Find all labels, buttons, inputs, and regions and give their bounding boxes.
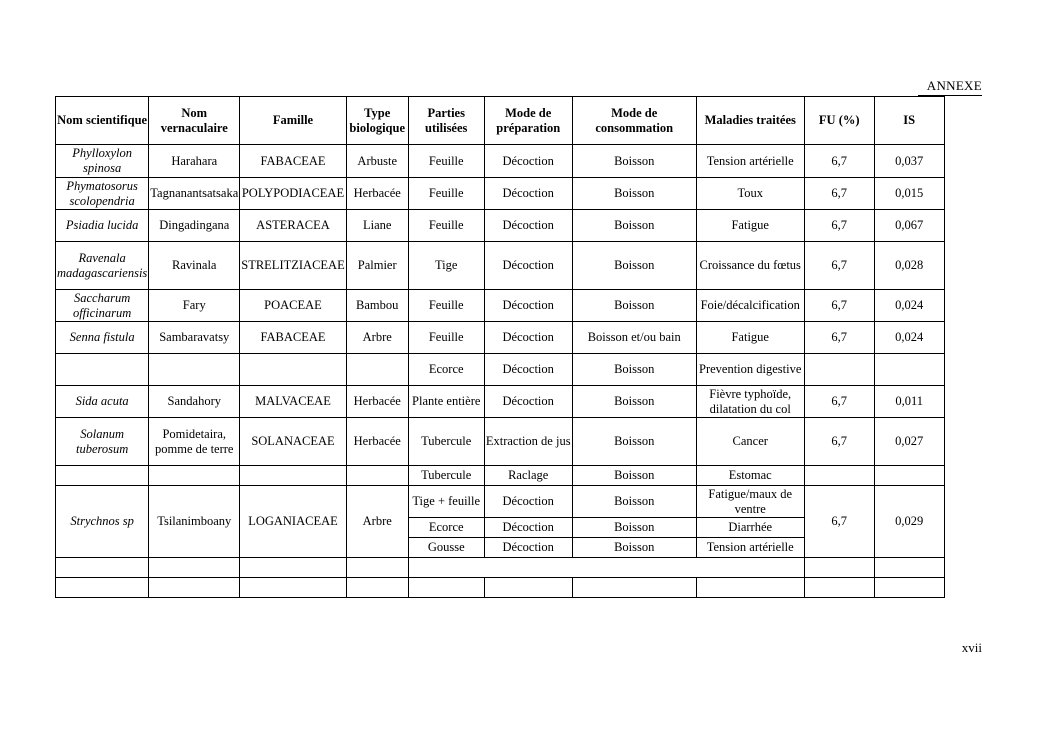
part-used-cell: Tige — [408, 242, 484, 290]
disease-cell: Fièvre typhoïde, dilatation du col — [696, 386, 804, 418]
scientific-name-cell: Phylloxylon spinosa — [56, 145, 149, 178]
disease-cell: Tension artérielle — [696, 538, 804, 558]
biological-type-cell: Liane — [346, 210, 408, 242]
disease-cell: Diarrhée — [696, 518, 804, 538]
is-value-cell: 0,024 — [874, 290, 944, 322]
is-value-cell: 0,067 — [874, 210, 944, 242]
consumption-cell: Boisson — [572, 354, 696, 386]
empty-table-row — [56, 558, 945, 578]
biological-type-cell: Arbre — [346, 322, 408, 354]
empty-cell — [804, 558, 874, 578]
disease-cell: Fatigue — [696, 322, 804, 354]
part-used-cell: Ecorce — [408, 354, 484, 386]
family-cell: MALVACEAE — [240, 386, 346, 418]
header-type-biologique: Type biologique — [346, 97, 408, 145]
consumption-cell: Boisson — [572, 466, 696, 486]
table-row — [56, 290, 945, 322]
preparation-cell: Décoction — [484, 290, 572, 322]
scientific-name-cell: Psiadia lucida — [56, 210, 149, 242]
part-used-cell: Feuille — [408, 322, 484, 354]
preparation-cell: Décoction — [484, 518, 572, 538]
fu-value-cell: 6,7 — [804, 242, 874, 290]
disease-cell: Estomac — [696, 466, 804, 486]
preparation-cell: Décoction — [484, 210, 572, 242]
vernacular-name-cell: Tsilanimboany — [149, 486, 240, 558]
table-row — [56, 386, 945, 418]
scientific-name-cell: Ravenala madagascariensis — [56, 242, 149, 290]
empty-cell — [696, 578, 804, 598]
preparation-cell: Décoction — [484, 242, 572, 290]
preparation-cell: Décoction — [484, 354, 572, 386]
ethnobotany-table — [55, 96, 945, 598]
consumption-cell: Boisson — [572, 418, 696, 466]
table-row — [56, 178, 945, 210]
vernacular-name-cell — [149, 354, 240, 386]
disease-cell: Croissance du fœtus — [696, 242, 804, 290]
header-nom-scientifique: Nom scientifique — [56, 97, 149, 145]
part-used-cell: Ecorce — [408, 518, 484, 538]
biological-type-cell — [346, 466, 408, 486]
table-row — [56, 486, 945, 518]
vernacular-name-cell — [149, 466, 240, 486]
consumption-cell: Boisson et/ou bain — [572, 322, 696, 354]
part-used-cell: Tubercule — [408, 466, 484, 486]
empty-cell — [484, 578, 572, 598]
family-cell: SOLANACEAE — [240, 418, 346, 466]
scientific-name-cell: Solanum tuberosum — [56, 418, 149, 466]
fu-value-cell: 6,7 — [804, 486, 874, 558]
empty-cell — [804, 578, 874, 598]
consumption-cell: Boisson — [572, 145, 696, 178]
disease-cell: Tension artérielle — [696, 145, 804, 178]
empty-cell — [240, 558, 346, 578]
header-nom-vernaculaire: Nom vernaculaire — [149, 97, 240, 145]
disease-cell: Cancer — [696, 418, 804, 466]
scientific-name-cell: Strychnos sp — [56, 486, 149, 558]
empty-cell — [346, 578, 408, 598]
preparation-cell: Extraction de jus — [484, 418, 572, 466]
is-value-cell: 0,029 — [874, 486, 944, 558]
consumption-cell: Boisson — [572, 518, 696, 538]
empty-cell — [56, 578, 149, 598]
fu-value-cell: 6,7 — [804, 178, 874, 210]
empty-cell — [408, 558, 804, 578]
consumption-cell: Boisson — [572, 242, 696, 290]
is-value-cell: 0,024 — [874, 322, 944, 354]
empty-table-row — [56, 578, 945, 598]
is-value-cell: 0,015 — [874, 178, 944, 210]
preparation-cell: Décoction — [484, 386, 572, 418]
header-mode-consommation: Mode de consommation — [572, 97, 696, 145]
part-used-cell: Plante entière — [408, 386, 484, 418]
family-cell: FABACEAE — [240, 145, 346, 178]
preparation-cell: Décoction — [484, 145, 572, 178]
part-used-cell: Tubercule — [408, 418, 484, 466]
empty-cell — [346, 558, 408, 578]
scientific-name-cell: Saccharum officinarum — [56, 290, 149, 322]
header-fu: FU (%) — [804, 97, 874, 145]
consumption-cell: Boisson — [572, 290, 696, 322]
family-cell — [240, 354, 346, 386]
family-cell: FABACEAE — [240, 322, 346, 354]
empty-cell — [149, 578, 240, 598]
consumption-cell: Boisson — [572, 486, 696, 518]
vernacular-name-cell: Harahara — [149, 145, 240, 178]
vernacular-name-cell: Fary — [149, 290, 240, 322]
scientific-name-cell: Senna fistula — [56, 322, 149, 354]
preparation-cell: Décoction — [484, 538, 572, 558]
biological-type-cell — [346, 354, 408, 386]
biological-type-cell: Palmier — [346, 242, 408, 290]
is-value-cell: 0,011 — [874, 386, 944, 418]
empty-cell — [874, 578, 944, 598]
header-mode-preparation: Mode de préparation — [484, 97, 572, 145]
fu-value-cell: 6,7 — [804, 386, 874, 418]
preparation-cell: Décoction — [484, 178, 572, 210]
family-cell: POLYPODIACEAE — [240, 178, 346, 210]
fu-value-cell — [804, 354, 874, 386]
table-header-row — [56, 97, 945, 145]
family-cell: ASTERACEA — [240, 210, 346, 242]
consumption-cell: Boisson — [572, 538, 696, 558]
header-famille: Famille — [240, 97, 346, 145]
empty-cell — [572, 578, 696, 598]
preparation-cell: Décoction — [484, 486, 572, 518]
family-cell: STRELITZIACEAE — [240, 242, 346, 290]
empty-cell — [874, 558, 944, 578]
table-row — [56, 322, 945, 354]
fu-value-cell: 6,7 — [804, 145, 874, 178]
biological-type-cell: Herbacée — [346, 178, 408, 210]
scientific-name-cell: Sida acuta — [56, 386, 149, 418]
disease-cell: Fatigue/maux de ventre — [696, 486, 804, 518]
biological-type-cell: Arbuste — [346, 145, 408, 178]
part-used-cell: Gousse — [408, 538, 484, 558]
empty-cell — [56, 558, 149, 578]
disease-cell: Toux — [696, 178, 804, 210]
table-row — [56, 418, 945, 466]
page-number: xvii — [961, 640, 982, 655]
table-row — [56, 242, 945, 290]
preparation-cell: Décoction — [484, 322, 572, 354]
table-row — [56, 466, 945, 486]
disease-cell: Fatigue — [696, 210, 804, 242]
is-value-cell: 0,027 — [874, 418, 944, 466]
biological-type-cell: Bambou — [346, 290, 408, 322]
family-cell: POACEAE — [240, 290, 346, 322]
scientific-name-cell — [56, 466, 149, 486]
biological-type-cell: Arbre — [346, 486, 408, 558]
empty-cell — [240, 578, 346, 598]
fu-value-cell: 6,7 — [804, 210, 874, 242]
part-used-cell: Tige + feuille — [408, 486, 484, 518]
header-parties-utilisees: Parties utilisées — [408, 97, 484, 145]
biological-type-cell: Herbacée — [346, 386, 408, 418]
scientific-name-cell: Phymatosorus scolopendria — [56, 178, 149, 210]
vernacular-name-cell: Pomidetaira, pomme de terre — [149, 418, 240, 466]
consumption-cell: Boisson — [572, 210, 696, 242]
header-maladies-traitees: Maladies traitées — [696, 97, 804, 145]
fu-value-cell: 6,7 — [804, 290, 874, 322]
table-row — [56, 145, 945, 178]
preparation-cell: Raclage — [484, 466, 572, 486]
header-is: IS — [874, 97, 944, 145]
disease-cell: Prevention digestive — [696, 354, 804, 386]
vernacular-name-cell: Tagnanantsatsaka — [149, 178, 240, 210]
biological-type-cell: Herbacée — [346, 418, 408, 466]
empty-cell — [408, 578, 484, 598]
consumption-cell: Boisson — [572, 178, 696, 210]
fu-value-cell: 6,7 — [804, 322, 874, 354]
empty-cell — [149, 558, 240, 578]
table-row — [56, 354, 945, 386]
fu-value-cell — [804, 466, 874, 486]
vernacular-name-cell: Sambaravatsy — [149, 322, 240, 354]
is-value-cell — [874, 354, 944, 386]
part-used-cell: Feuille — [408, 290, 484, 322]
is-value-cell — [874, 466, 944, 486]
part-used-cell: Feuille — [408, 210, 484, 242]
table-row — [56, 210, 945, 242]
fu-value-cell: 6,7 — [804, 418, 874, 466]
is-value-cell: 0,037 — [874, 145, 944, 178]
part-used-cell: Feuille — [408, 178, 484, 210]
part-used-cell: Feuille — [408, 145, 484, 178]
disease-cell: Foie/décalcification — [696, 290, 804, 322]
family-cell: LOGANIACEAE — [240, 486, 346, 558]
scientific-name-cell — [56, 354, 149, 386]
vernacular-name-cell: Ravinala — [149, 242, 240, 290]
is-value-cell: 0,028 — [874, 242, 944, 290]
annex-heading: ANNEXE — [918, 78, 982, 96]
vernacular-name-cell: Sandahory — [149, 386, 240, 418]
vernacular-name-cell: Dingadingana — [149, 210, 240, 242]
consumption-cell: Boisson — [572, 386, 696, 418]
family-cell — [240, 466, 346, 486]
